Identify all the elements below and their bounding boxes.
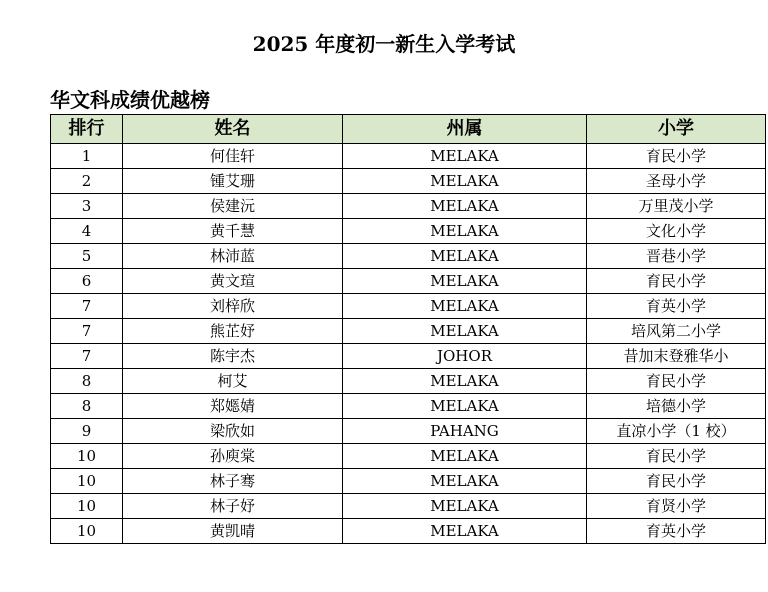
school-cell: 育民小学: [587, 444, 766, 469]
name-cell: 黄千慧: [123, 219, 343, 244]
rank-cell: 7: [51, 319, 123, 344]
state-cell: MELAKA: [343, 144, 587, 169]
rank-cell: 10: [51, 469, 123, 494]
document-title: 2025 年度初一新生入学考试: [252, 32, 516, 56]
table-row: [51, 419, 766, 444]
header-state: 州属: [343, 115, 587, 144]
rank-cell: 10: [51, 494, 123, 519]
school-cell: 晋巷小学: [587, 244, 766, 269]
table-row: [51, 444, 766, 469]
rank-cell: 8: [51, 369, 123, 394]
name-cell: 柯艾: [123, 369, 343, 394]
school-cell: 育民小学: [587, 469, 766, 494]
table-body: [51, 144, 766, 544]
rank-cell: 10: [51, 519, 123, 544]
table-row: [51, 244, 766, 269]
table-row: [51, 219, 766, 244]
state-cell: PAHANG: [343, 419, 587, 444]
name-cell: 林子骞: [123, 469, 343, 494]
state-cell: MELAKA: [343, 194, 587, 219]
table-row: [51, 144, 766, 169]
state-cell: MELAKA: [343, 369, 587, 394]
state-cell: MELAKA: [343, 294, 587, 319]
name-cell: 何佳轩: [123, 144, 343, 169]
rank-cell: 8: [51, 394, 123, 419]
rank-cell: 4: [51, 219, 123, 244]
header-name: 姓名: [123, 115, 343, 144]
school-cell: 育英小学: [587, 519, 766, 544]
name-cell: 黄凯晴: [123, 519, 343, 544]
table-row: [51, 269, 766, 294]
name-cell: 锺艾珊: [123, 169, 343, 194]
name-cell: 侯建沅: [123, 194, 343, 219]
school-cell: 育贤小学: [587, 494, 766, 519]
table-row: [51, 494, 766, 519]
name-cell: 黄文瑄: [123, 269, 343, 294]
state-cell: MELAKA: [343, 219, 587, 244]
rank-cell: 3: [51, 194, 123, 219]
name-cell: 林沛蓝: [123, 244, 343, 269]
school-cell: 直凉小学（1 校）: [587, 419, 766, 444]
rank-cell: 5: [51, 244, 123, 269]
school-cell: 育民小学: [587, 269, 766, 294]
header-row: [51, 115, 766, 144]
table-header: [51, 115, 766, 144]
school-cell: 圣母小学: [587, 169, 766, 194]
state-cell: JOHOR: [343, 344, 587, 369]
school-cell: 培风第二小学: [587, 319, 766, 344]
rank-cell: 10: [51, 444, 123, 469]
school-cell: 文化小学: [587, 219, 766, 244]
school-cell: 育民小学: [587, 144, 766, 169]
school-cell: 育民小学: [587, 369, 766, 394]
rank-cell: 6: [51, 269, 123, 294]
rank-cell: 7: [51, 344, 123, 369]
state-cell: MELAKA: [343, 269, 587, 294]
table-row: [51, 319, 766, 344]
rank-cell: 2: [51, 169, 123, 194]
header-rank: 排行: [51, 115, 123, 144]
table-row: [51, 294, 766, 319]
table-row: [51, 344, 766, 369]
state-cell: MELAKA: [343, 519, 587, 544]
table-row: [51, 194, 766, 219]
name-cell: 熊芷妤: [123, 319, 343, 344]
state-cell: MELAKA: [343, 444, 587, 469]
table-row: [51, 469, 766, 494]
rank-cell: 9: [51, 419, 123, 444]
state-cell: MELAKA: [343, 169, 587, 194]
section-title: 华文科成绩优越榜: [50, 88, 210, 112]
name-cell: 林子妤: [123, 494, 343, 519]
school-cell: 培德小学: [587, 394, 766, 419]
rank-cell: 1: [51, 144, 123, 169]
table-row: [51, 519, 766, 544]
name-cell: 陈宇杰: [123, 344, 343, 369]
name-cell: 梁欣如: [123, 419, 343, 444]
name-cell: 郑嫕婧: [123, 394, 343, 419]
state-cell: MELAKA: [343, 319, 587, 344]
school-cell: 万里茂小学: [587, 194, 766, 219]
name-cell: 孙庾棠: [123, 444, 343, 469]
state-cell: MELAKA: [343, 394, 587, 419]
header-school: 小学: [587, 115, 766, 144]
ranking-table: [50, 114, 766, 544]
state-cell: MELAKA: [343, 494, 587, 519]
rank-cell: 7: [51, 294, 123, 319]
school-cell: 昔加末登雅华小: [587, 344, 766, 369]
name-cell: 刘梓欣: [123, 294, 343, 319]
table-row: [51, 394, 766, 419]
table-row: [51, 369, 766, 394]
school-cell: 育英小学: [587, 294, 766, 319]
table-row: [51, 169, 766, 194]
state-cell: MELAKA: [343, 469, 587, 494]
state-cell: MELAKA: [343, 244, 587, 269]
